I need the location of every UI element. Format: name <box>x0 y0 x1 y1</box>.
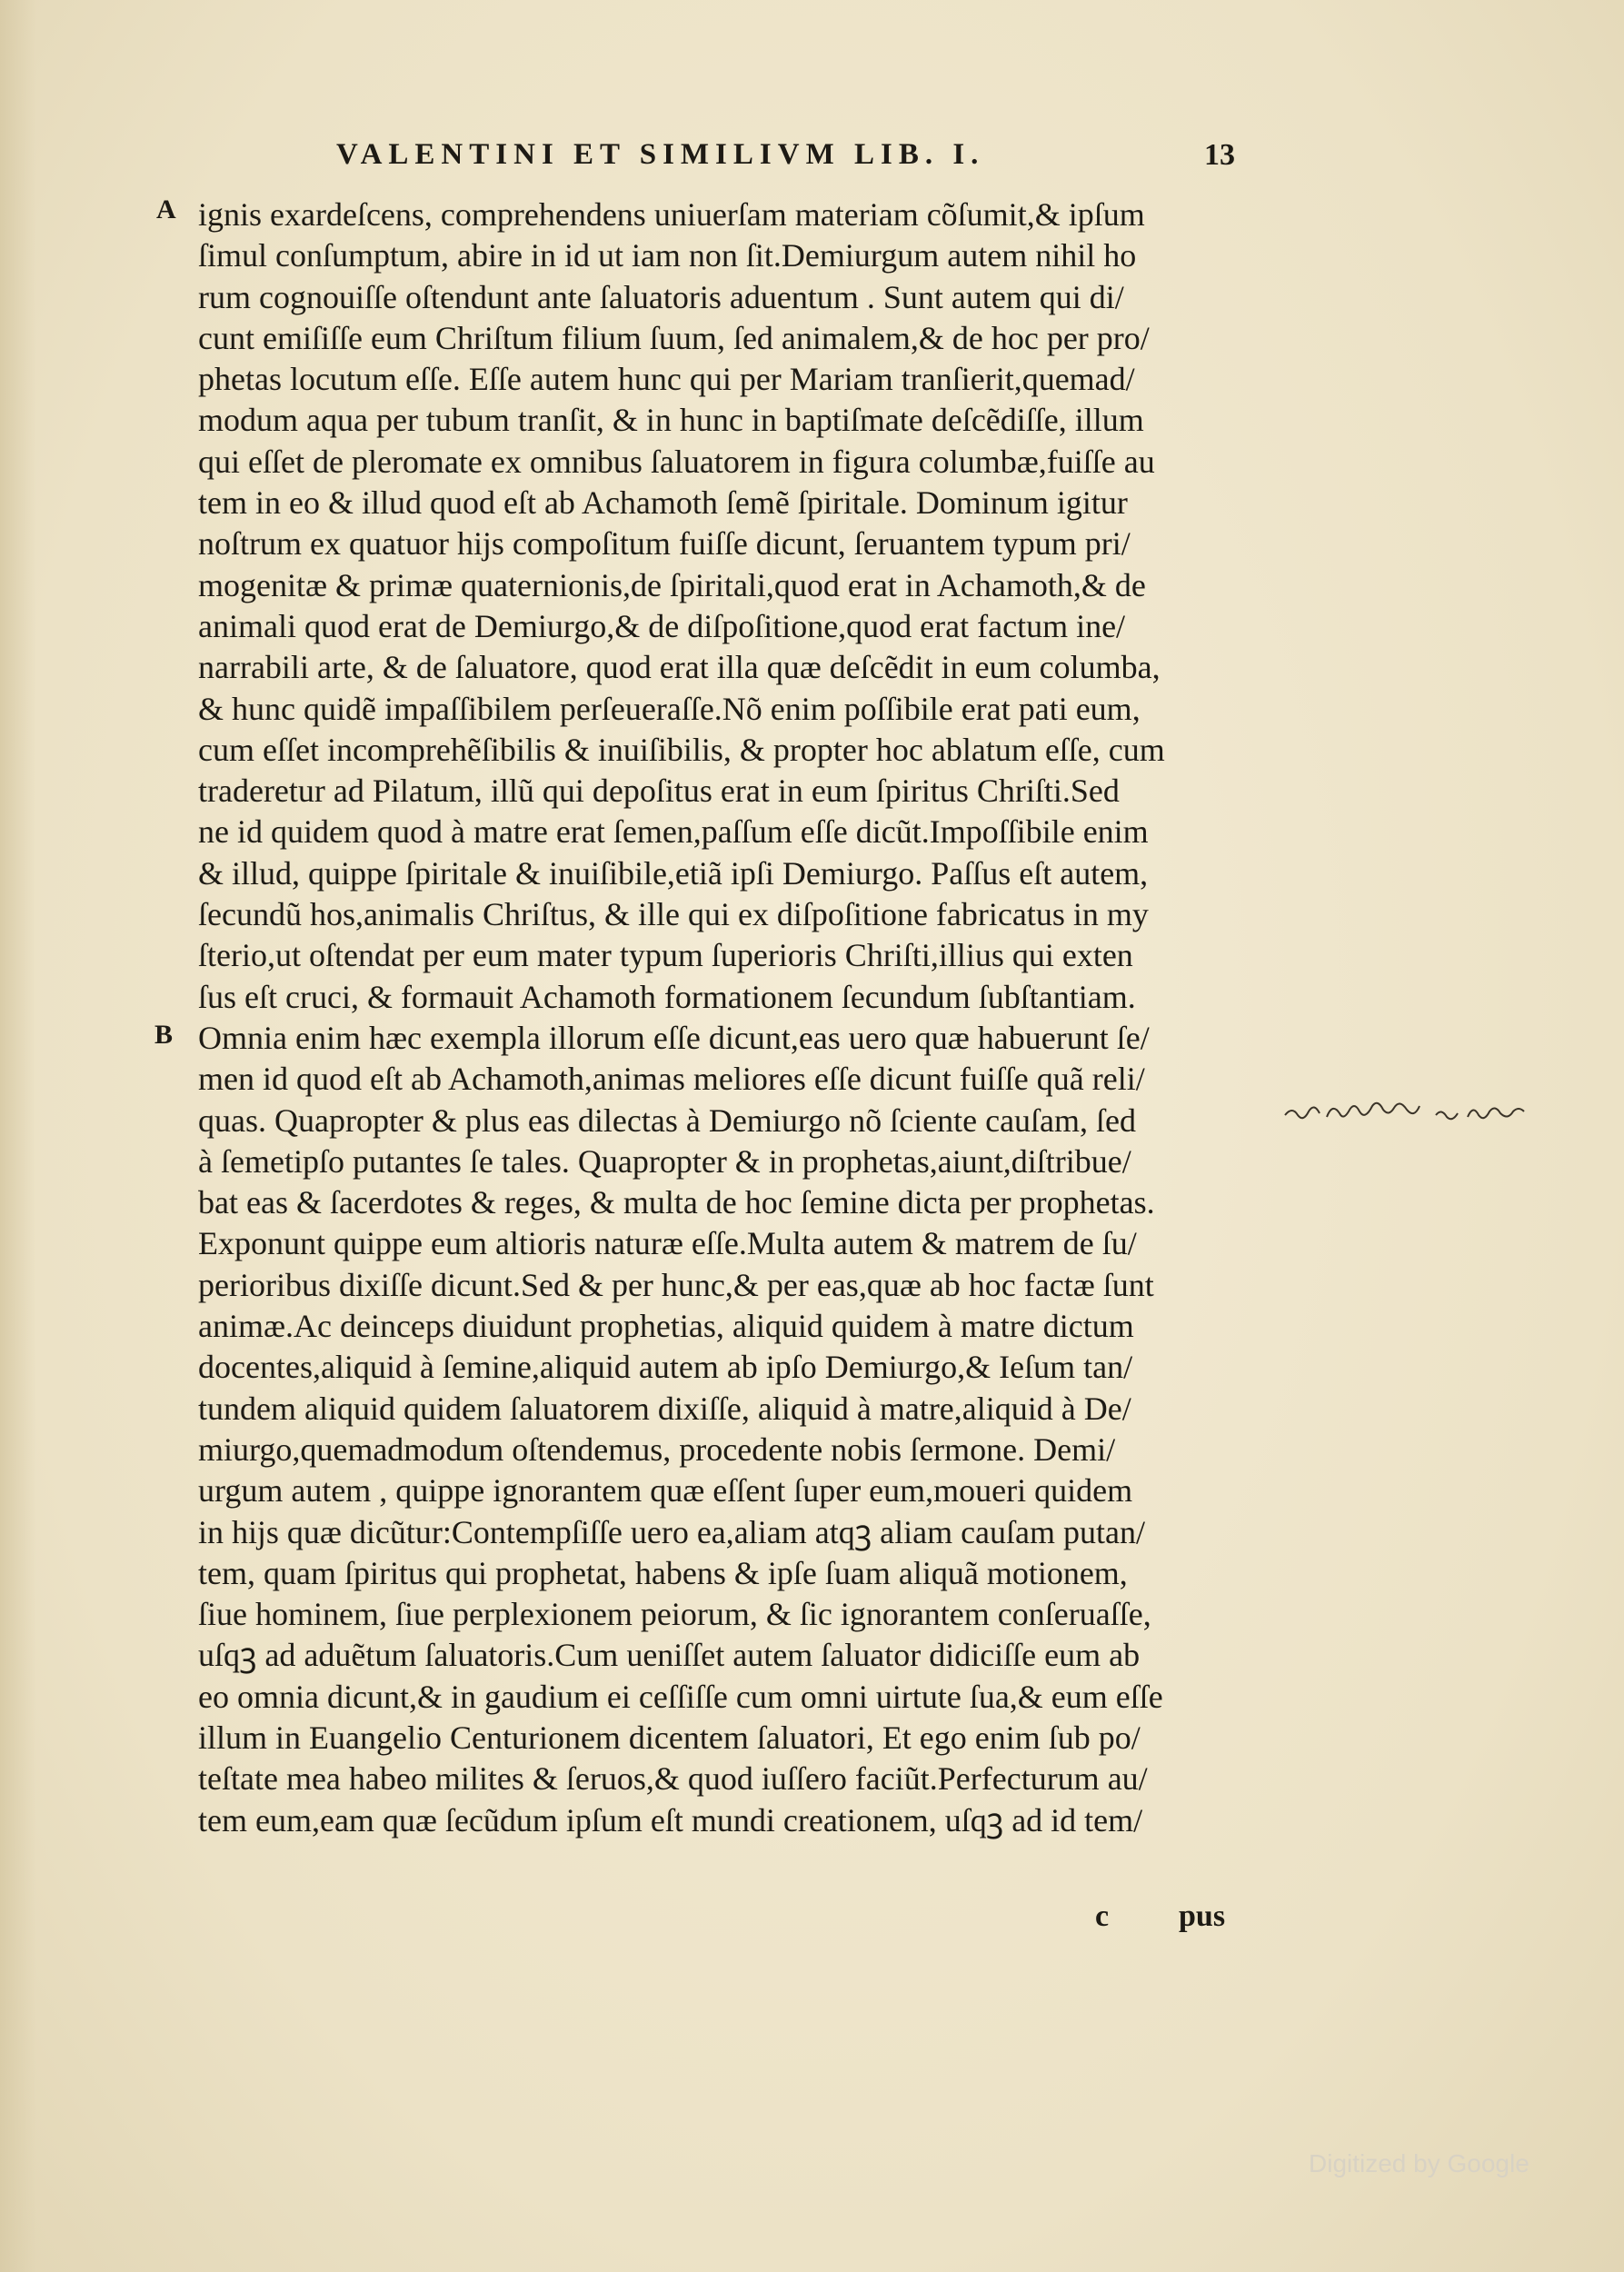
text-line: uſqꝫ ad aduẽtum ſaluatoris.Cum ueniſſet autem ſaluator didiciſſe eum ab <box>198 1637 1141 1674</box>
text-line: tem eum,eam quæ ſecũdum ipſum eſt mundi creationem, uſqꝫ ad id tem/ <box>198 1801 1143 1839</box>
text-line: ſterio,ut oſtendat per eum mater typum ſuperioris Chriſti,illius qui exten <box>198 937 1133 974</box>
handwritten-margin-note <box>1281 1095 1554 1128</box>
text-line: perioribus dixiſſe dicunt.Sed & per hunc,& per eas,quæ ab hoc factæ ſunt <box>198 1266 1154 1303</box>
text-line: in hĳs quæ dicũtur:Contempſiſſe uero ea,aliam atqꝫ aliam cauſam putan/ <box>198 1513 1146 1550</box>
text-line: illum in Euangelio Centurionem dicentem ſaluatori, Et ego enim ſub po/ <box>198 1719 1141 1756</box>
text-line: Exponunt quippe eum altioris naturæ eſſe.Multa autem & matrem de ſu/ <box>198 1225 1137 1262</box>
text-line: cum eſſet incomprehẽſibilis & inuiſibilis, & propter hoc ablatum eſſe, cum <box>198 731 1165 768</box>
text-line: quas. Quapropter & plus eas dilectas à Demiurgo nõ ſciente cauſam, ſed <box>198 1101 1137 1139</box>
text-line: narrabili arte, & de ſaluatore, quod erat illa quæ deſcẽdit in eum columba, <box>198 649 1161 686</box>
text-line: & illud, quippe ſpiritale & inuiſibile,etiã ipſi Demiurgo. Paſſus eſt autem, <box>198 854 1149 892</box>
text-line: mogenitæ & primæ quaternionis,de ſpiritali,quod erat in Achamoth,& de <box>198 566 1146 603</box>
section-marker-a: A <box>156 194 176 224</box>
text-line: Omnia enim hæc exempla illorum eſſe dicunt,eas uero quæ habuerunt ſe/ <box>198 1019 1150 1056</box>
text-line: ſus eſt cruci, & formauit Achamoth formationem ſecundum ſubſtantiam. <box>198 978 1136 1015</box>
text-line: modum aqua per tubum tranſit, & in hunc in baptiſmate deſcẽdiſſe, illum <box>198 402 1144 439</box>
text-line: animæ.Ac deinceps diuidunt prophetias, aliquid quidem à matre dictum <box>198 1308 1134 1345</box>
text-line: noſtrum ex quatuor hĳs compoſitum fuiſſe dicunt, ſeruantem typum pri/ <box>198 525 1131 563</box>
section-marker-b: B <box>154 1020 174 1050</box>
text-line: qui eſſet de pleromate ex omnibus ſaluatorem in figura columbæ,fuiſſe au <box>198 443 1155 480</box>
page-header <box>327 138 1236 174</box>
text-line: teſtate mea habeo milites & ſeruos,& quod iuſſero faciũt.Perfecturum au/ <box>198 1760 1148 1798</box>
text-line: animali quod erat de Demiurgo,& de diſpoſitione,quod erat factum ine/ <box>198 607 1126 644</box>
text-line: traderetur ad Pilatum, illũ qui depoſitus erat in eum ſpiritus Chriſti.Sed <box>198 772 1120 810</box>
body-text <box>198 194 1266 1841</box>
text-line: ſiue hominem, ſiue perplexionem peiorum, & ſic ignorantem conſeruaſſe, <box>198 1596 1151 1633</box>
text-line: eo omnia dicunt,& in gaudium ei ceſſiſſe cum omni uirtute ſua,& eum eſſe <box>198 1678 1163 1715</box>
svg-text:Digitized by Google: Digitized by Google <box>1309 2149 1529 2177</box>
text-line: tundem aliquid quidem ſaluatorem dixiſſe, aliquid à matre,aliquid à De/ <box>198 1390 1131 1427</box>
text-line: miurgo,quemadmodum oſtendemus, procedente nobis ſermone. Demi/ <box>198 1430 1116 1468</box>
text-line: bat eas & ſacerdotes & reges, & multa de hoc ſemine dicta per prophetas. <box>198 1184 1155 1221</box>
catchword: pus <box>1179 1899 1226 1933</box>
text-line: tem, quam ſpiritus qui prophetat, habens & ipſe ſuam aliquã motionem, <box>198 1554 1128 1591</box>
page-gutter-shadow <box>0 0 36 2272</box>
text-line: men id quod eſt ab Achamoth,animas meliores eſſe dicunt fuiſſe quã reli/ <box>198 1061 1145 1098</box>
running-head: VALENTINI ET SIMILIVM LIB. I. <box>336 138 985 171</box>
text-line: rum cognouiſſe oſtendunt ante ſaluatoris aduentum . Sunt autem qui di/ <box>198 278 1124 315</box>
text-line: cunt emiſiſſe eum Chriſtum filium ſuum, ſed animalem,& de hoc per pro/ <box>198 319 1150 356</box>
text-line: docentes,aliquid à ſemine,aliquid autem ab ipſo Demiurgo,& Ieſum tan/ <box>198 1349 1133 1386</box>
text-line: à ſemetipſo putantes ſe tales. Quapropter & in prophetas,aiunt,diſtribue/ <box>198 1142 1131 1180</box>
text-line: phetas locutum eſſe. Eſſe autem hunc qui per Mariam tranſierit,quemad/ <box>198 361 1135 398</box>
text-line: ſimul conſumptum, abire in id ut iam non ſit.Demiurgum autem nihil ho <box>198 237 1137 274</box>
digitized-by-google-watermark <box>1309 2147 1599 2183</box>
text-line: urgum autem , quippe ignorantem quæ eſſent ſuper eum,moueri quidem <box>198 1472 1133 1510</box>
text-line: & hunc quidẽ impaſſibilem perſeueraſſe.Nõ enim poſſibile erat pati eum, <box>198 690 1141 727</box>
text-line: ignis exardeſcens, comprehendens uniuerſam materiam cõſumit,& ipſum <box>198 196 1145 233</box>
folio-number: 13 <box>1204 138 1235 172</box>
signature-mark: c <box>1095 1899 1110 1933</box>
text-line: ſecundũ hos,animalis Chriſtus, & ille qui ex diſpoſitione fabricatus in my <box>198 896 1149 933</box>
text-line: tem in eo & illud quod eſt ab Achamoth ſemẽ ſpiritale. Dominum igitur <box>198 484 1128 522</box>
text-line: ne id quidem quod à matre erat ſemen,paſſum eſſe dicũt.Impoſſibile enim <box>198 813 1149 851</box>
